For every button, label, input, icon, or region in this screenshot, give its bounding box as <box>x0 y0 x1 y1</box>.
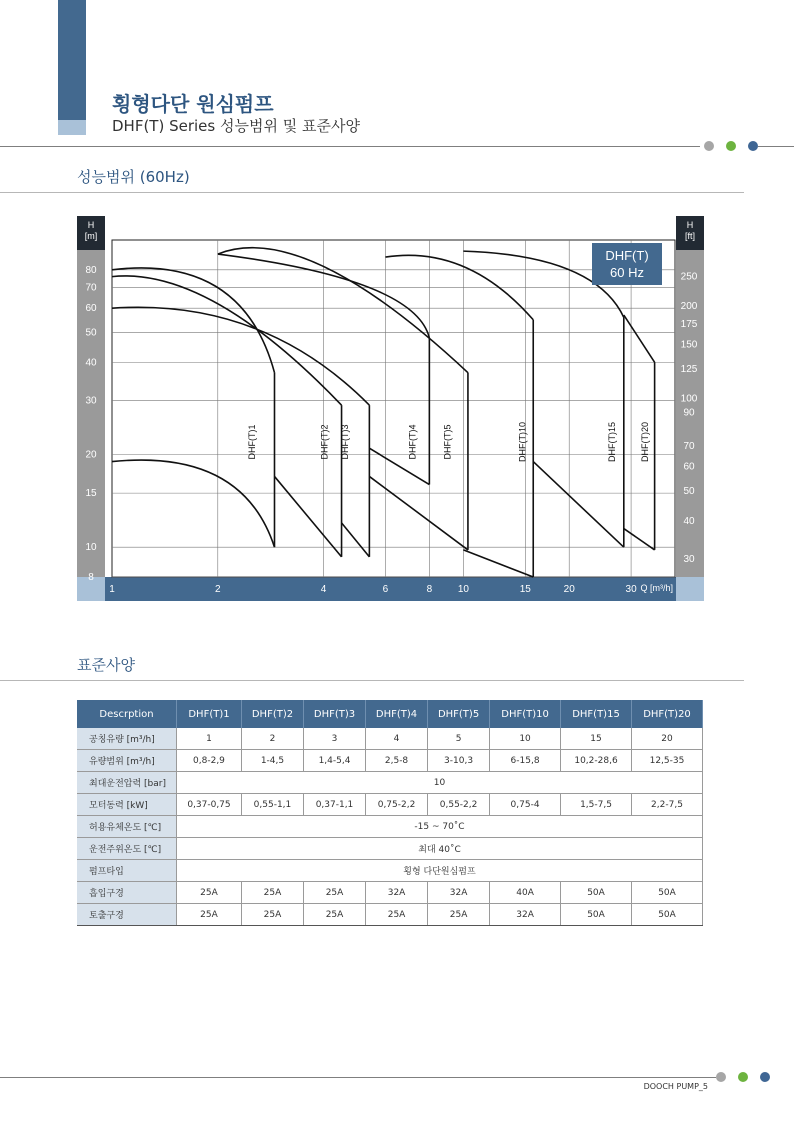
series-label-DHF(T)2: DHF(T)2 <box>319 424 330 460</box>
header-dots <box>704 141 764 153</box>
spec-row-label: 토출구경 <box>77 904 177 926</box>
spec-cell: 1,4-5,4 <box>303 750 365 772</box>
performance-chart <box>77 216 704 601</box>
spec-cell: 0,8-2,9 <box>177 750 242 772</box>
y-left-unit-label: [m] <box>84 231 98 241</box>
spec-cell: 40A <box>490 882 561 904</box>
x-axis-label: Q [m³/h] <box>640 583 673 593</box>
y-right-tick-label: 175 <box>680 318 698 330</box>
spec-cell: 0,55-1,1 <box>241 794 303 816</box>
y-right-tick-label: 90 <box>683 407 695 419</box>
spec-row-label: 모터동력 [kW] <box>77 794 177 816</box>
spec-cell: 50A <box>561 904 632 926</box>
spec-header-model: DHF(T)3 <box>303 700 365 728</box>
y-left-tick-label: 70 <box>85 282 97 294</box>
spec-header-model: DHF(T)15 <box>561 700 632 728</box>
y-left-tick-label: 50 <box>85 327 97 339</box>
spec-cell: 5 <box>428 728 490 750</box>
series-label-DHF(T)4: DHF(T)4 <box>407 424 418 460</box>
spec-cell: 25A <box>366 904 428 926</box>
spec-cell: 0,75-2,2 <box>366 794 428 816</box>
x-axis-corner-right <box>676 577 704 601</box>
spec-cell: 25A <box>241 904 303 926</box>
y-right-tick-label: 60 <box>683 461 695 473</box>
spec-header-model: DHF(T)5 <box>428 700 490 728</box>
y-right-tick-label: 70 <box>683 441 695 453</box>
spec-header-model: DHF(T)10 <box>490 700 561 728</box>
spec-cell-merged: -15 ~ 70˚C <box>177 816 703 838</box>
spec-table-header <box>77 700 703 728</box>
chart-badge-text: 60 Hz <box>610 265 644 280</box>
spec-table <box>77 700 703 926</box>
y-left-tick-label: 80 <box>85 264 97 276</box>
y-right-unit-label: [ft] <box>684 231 696 241</box>
series-label-DHF(T)1: DHF(T)1 <box>246 424 257 460</box>
blue-dot-icon <box>748 141 758 151</box>
y-left-tick-label: 8 <box>88 572 94 583</box>
table-row <box>77 794 703 816</box>
spec-cell: 3-10,3 <box>428 750 490 772</box>
y-left-tick-label: 40 <box>85 357 97 369</box>
spec-cell: 32A <box>428 882 490 904</box>
spec-row-label: 공칭유량 [m³/h] <box>77 728 177 750</box>
spec-cell: 1 <box>177 728 242 750</box>
spec-cell: 50A <box>561 882 632 904</box>
spec-cell: 2 <box>241 728 303 750</box>
spec-cell: 1-4,5 <box>241 750 303 772</box>
spec-cell: 50A <box>631 882 702 904</box>
spec-cell-merged: 10 <box>177 772 703 794</box>
x-tick-label: 30 <box>625 584 637 595</box>
spec-header-model: DHF(T)4 <box>366 700 428 728</box>
y-right-unit-label: H <box>686 220 694 230</box>
y-right-tick-label: 250 <box>680 271 698 283</box>
spec-cell: 2,2-7,5 <box>631 794 702 816</box>
spec-cell: 0,75-4 <box>490 794 561 816</box>
green-dot-icon <box>726 141 736 151</box>
spec-cell: 32A <box>490 904 561 926</box>
y-left-tick-label: 15 <box>85 488 97 500</box>
spec-cell: 25A <box>303 882 365 904</box>
blue-dot-icon <box>760 1072 770 1082</box>
gray-dot-icon <box>704 141 714 151</box>
header-accent-bar-light <box>58 120 86 135</box>
y-right-tick-label: 125 <box>680 363 698 375</box>
table-row <box>77 882 703 904</box>
spec-header-model: DHF(T)20 <box>631 700 702 728</box>
spec-cell: 0,55-2,2 <box>428 794 490 816</box>
series-label-DHF(T)15: DHF(T)15 <box>607 422 618 463</box>
spec-cell: 32A <box>366 882 428 904</box>
table-row <box>77 750 703 772</box>
x-tick-label: 1 <box>109 584 115 595</box>
spec-cell: 25A <box>241 882 303 904</box>
spec-cell: 50A <box>631 904 702 926</box>
header-divider <box>0 146 700 147</box>
plot-area <box>112 240 675 577</box>
spec-row-label: 흡입구경 <box>77 882 177 904</box>
y-left-tick-label: 20 <box>85 449 97 461</box>
gray-dot-icon <box>716 1072 726 1082</box>
header-accent-bar <box>58 0 86 120</box>
spec-header-description: Descrption <box>77 700 177 728</box>
y-right-tick-label: 50 <box>683 486 695 498</box>
page-title: 횡형다단 원심펌프 <box>112 92 274 116</box>
spec-cell: 4 <box>366 728 428 750</box>
spec-row-label: 최대운전압력 [bar] <box>77 772 177 794</box>
table-row <box>77 904 703 926</box>
series-label-DHF(T)3: DHF(T)3 <box>340 424 351 460</box>
section-title-performance: 성능범위 (60Hz) <box>77 168 190 186</box>
y-left-unit-label: H <box>87 220 95 230</box>
table-row <box>77 838 703 860</box>
footer-divider <box>0 1077 716 1078</box>
table-row <box>77 772 703 794</box>
x-tick-label: 20 <box>563 584 575 595</box>
green-dot-icon <box>738 1072 748 1082</box>
y-right-tick-label: 30 <box>683 554 695 566</box>
series-label-DHF(T)10: DHF(T)10 <box>517 422 528 463</box>
spec-header-model: DHF(T)1 <box>177 700 242 728</box>
spec-row-label: 운전주위온도 [℃] <box>77 838 177 860</box>
spec-row-label: 허용유체온도 [℃] <box>77 816 177 838</box>
spec-cell-merged: 횡형 다단원심펌프 <box>177 860 703 882</box>
x-axis-band <box>105 577 676 601</box>
spec-cell: 10 <box>490 728 561 750</box>
table-row <box>77 728 703 750</box>
y-left-tick-label: 10 <box>85 542 97 554</box>
spec-row-label: 펌프타입 <box>77 860 177 882</box>
spec-cell: 25A <box>177 904 242 926</box>
spec-cell: 25A <box>177 882 242 904</box>
spec-cell-merged: 최대 40˚C <box>177 838 703 860</box>
y-right-tick-label: 200 <box>680 301 698 313</box>
y-left-tick-label: 60 <box>85 303 97 315</box>
spec-cell: 0,37-1,1 <box>303 794 365 816</box>
section-title-spec: 표준사양 <box>77 656 135 674</box>
x-tick-label: 10 <box>457 584 469 595</box>
x-tick-label: 8 <box>426 584 433 595</box>
footer-dots <box>716 1072 776 1084</box>
table-row <box>77 816 703 838</box>
spec-cell: 12,5-35 <box>631 750 702 772</box>
x-tick-label: 2 <box>215 584 221 595</box>
series-label-DHF(T)5: DHF(T)5 <box>442 424 453 460</box>
x-tick-label: 6 <box>382 584 389 595</box>
footer-text: DOOCH PUMP_5 <box>643 1082 708 1091</box>
table-row <box>77 860 703 882</box>
y-left-tick-label: 30 <box>85 395 97 407</box>
spec-table-body <box>77 728 703 926</box>
x-tick-label: 15 <box>519 584 531 595</box>
spec-cell: 3 <box>303 728 365 750</box>
spec-cell: 0,37-0,75 <box>177 794 242 816</box>
section-divider <box>0 192 744 193</box>
spec-cell: 25A <box>303 904 365 926</box>
spec-cell: 15 <box>561 728 632 750</box>
page-subtitle: DHF(T) Series 성능범위 및 표준사양 <box>112 117 360 135</box>
y-right-tick-label: 150 <box>680 339 698 351</box>
spec-cell: 2,5-8 <box>366 750 428 772</box>
x-tick-label: 4 <box>320 584 327 595</box>
chart-badge-text: DHF(T) <box>605 248 649 263</box>
spec-cell: 20 <box>631 728 702 750</box>
y-right-tick-label: 100 <box>680 393 698 405</box>
series-label-DHF(T)20: DHF(T)20 <box>639 422 650 463</box>
spec-cell: 10,2-28,6 <box>561 750 632 772</box>
spec-cell: 25A <box>428 904 490 926</box>
section-divider-spec <box>0 680 744 681</box>
performance-chart-svg <box>77 216 704 601</box>
spec-row-label: 유량범위 [m³/h] <box>77 750 177 772</box>
spec-header-model: DHF(T)2 <box>241 700 303 728</box>
y-right-tick-label: 40 <box>683 515 695 527</box>
spec-cell: 1,5-7,5 <box>561 794 632 816</box>
spec-cell: 6-15,8 <box>490 750 561 772</box>
